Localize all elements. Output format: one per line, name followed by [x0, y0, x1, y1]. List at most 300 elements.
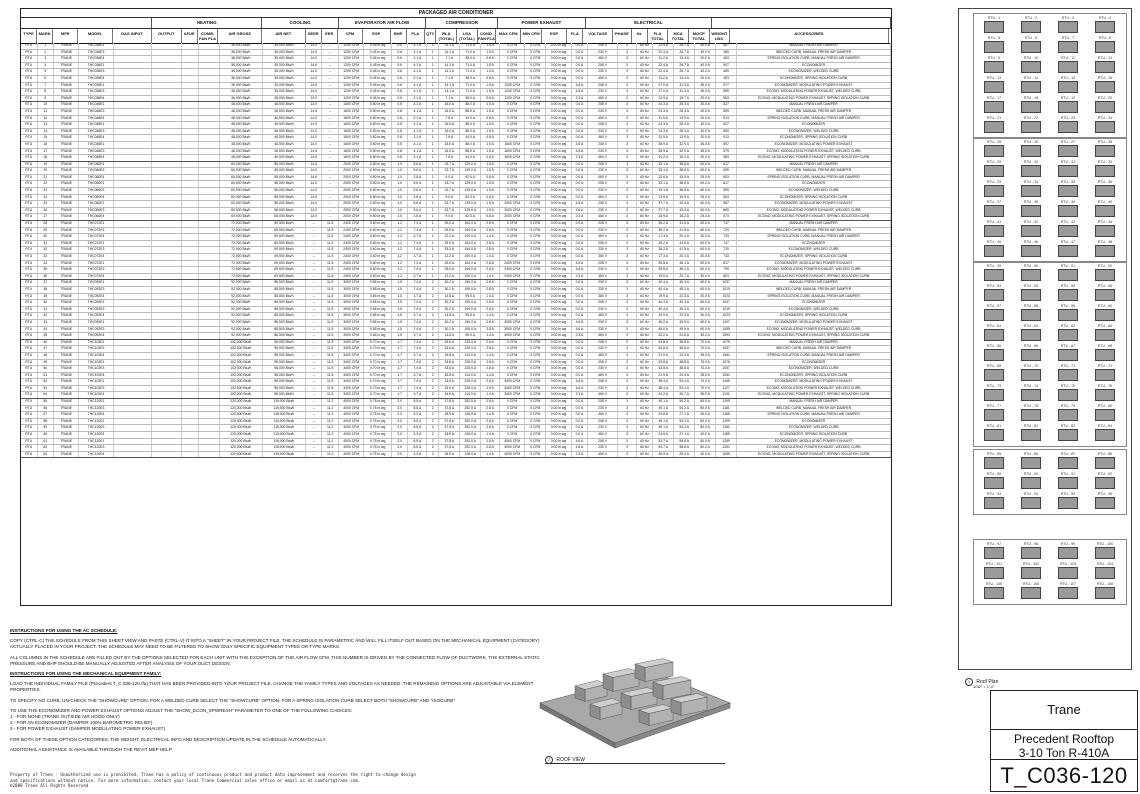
rtu-unit[interactable] — [1015, 542, 1047, 560]
rtu-unit[interactable] — [978, 180, 1010, 198]
rtu-unit[interactable] — [1052, 582, 1084, 600]
table-cell — [182, 234, 199, 240]
rtu-unit[interactable] — [1089, 452, 1121, 470]
table-cell: ECONOMIZER, WELDED CURB — [737, 307, 891, 313]
schedule-column-header: SEER — [306, 29, 322, 43]
table-cell — [114, 135, 153, 141]
table-cell: 3 — [618, 241, 637, 247]
table-cell: 48,000 Btu/h — [220, 149, 263, 155]
table-cell: 1200 CFM — [339, 56, 364, 62]
table-cell: -- — [306, 392, 323, 398]
rtu-label: RTU - 30 — [1023, 160, 1039, 164]
table-cell: 69,500 Btu/h — [263, 234, 306, 240]
table-cell: 58,000 Btu/h — [263, 195, 306, 201]
table-cell: 60 Hz — [637, 221, 654, 227]
rtu-unit[interactable] — [1015, 220, 1047, 238]
rtu-symbol — [1095, 329, 1115, 341]
rtu-unit[interactable] — [978, 36, 1010, 54]
table-cell: 230 V — [588, 228, 618, 234]
table-cell: 41.5 A — [674, 221, 695, 227]
rtu-unit[interactable] — [978, 562, 1010, 580]
table-cell: 0 CFM — [525, 63, 546, 69]
rtu-label: RTU - 107 — [1059, 582, 1077, 586]
table-cell: TRANE — [54, 320, 79, 326]
table-cell: 0 CFM — [525, 300, 546, 306]
table-cell: 0.0 A — [572, 116, 589, 122]
rtu-label: RTU - 55 — [1060, 284, 1076, 288]
rtu-symbol — [1058, 269, 1078, 281]
table-cell: -- — [322, 63, 339, 69]
table-cell: RTU — [21, 129, 38, 135]
rtu-symbol — [1058, 567, 1078, 579]
rtu-unit[interactable] — [1089, 96, 1121, 114]
table-cell — [182, 353, 199, 359]
rtu-unit[interactable] — [1089, 76, 1121, 94]
table-cell — [199, 327, 220, 333]
table-cell: 3000 CFM — [339, 287, 364, 293]
rtu-unit[interactable] — [1015, 240, 1047, 258]
table-cell: -- — [306, 313, 323, 319]
table-cell: TRANE — [54, 129, 79, 135]
table-cell — [182, 261, 199, 267]
rtu-unit[interactable] — [978, 140, 1010, 158]
table-cell: 60 Hz — [637, 50, 654, 56]
table-cell: ECONOMIZER — [737, 63, 891, 69]
table-cell: 37.7 A — [653, 201, 674, 207]
table-cell: 88.0 A — [460, 109, 481, 115]
table-cell: 0.75 in wg — [364, 399, 392, 405]
rtu-unit[interactable] — [1089, 324, 1121, 342]
table-cell: 18.2 A — [674, 214, 695, 220]
table-cell — [182, 168, 199, 174]
table-cell: 1.7 — [392, 346, 409, 352]
table-cell: 11.5 — [322, 254, 339, 260]
table-cell: 2000 CFM — [500, 214, 525, 220]
table-cell: 14.0 — [306, 76, 323, 82]
table-cell: 3 — [618, 307, 637, 313]
table-cell: 1255 — [716, 452, 737, 458]
rtu-unit[interactable] — [978, 452, 1010, 470]
rtu-unit[interactable] — [1089, 284, 1121, 302]
rtu-unit[interactable] — [1089, 542, 1121, 560]
table-cell: 0 CFM — [500, 346, 525, 352]
table-cell: 4.6 A — [572, 320, 589, 326]
rtu-unit[interactable] — [978, 160, 1010, 178]
rtu-unit[interactable] — [978, 364, 1010, 382]
table-cell: 1200 CFM — [339, 69, 364, 75]
rtu-unit[interactable] — [1015, 344, 1047, 362]
rtu-unit[interactable] — [978, 492, 1010, 510]
rtu-unit[interactable] — [1089, 264, 1121, 282]
rtu-unit[interactable] — [1089, 220, 1121, 238]
rtu-unit[interactable] — [1015, 304, 1047, 322]
table-cell: ECONOMIZER — [737, 419, 891, 425]
table-cell: THC092E3 — [79, 327, 113, 333]
table-cell: TRANE — [54, 56, 79, 62]
table-cell: 3 — [618, 340, 637, 346]
rtu-unit[interactable] — [978, 200, 1010, 218]
rtu-unit[interactable] — [1015, 56, 1047, 74]
table-cell: 24.6 A — [674, 333, 695, 339]
rtu-unit[interactable] — [1015, 264, 1047, 282]
table-cell: 2 — [427, 366, 439, 372]
rtu-symbol — [1095, 567, 1115, 579]
table-cell: 0.00 in wg — [546, 386, 571, 392]
rtu-unit[interactable] — [1089, 492, 1121, 510]
table-cell: TRANE — [54, 432, 79, 438]
rtu-unit[interactable] — [1015, 324, 1047, 342]
table-cell: 0 CFM — [525, 247, 546, 253]
table-cell: TRANE — [54, 201, 79, 207]
table-cell: 7.1 A — [439, 96, 460, 102]
table-cell: 7.4 A — [408, 379, 427, 385]
table-cell — [114, 353, 153, 359]
table-cell: 7.4 A — [408, 221, 427, 227]
table-cell: 2 — [427, 294, 439, 300]
table-cell: 60,000 Btu/h — [220, 214, 263, 220]
rtu-label: RTU - 39 — [1060, 200, 1076, 204]
rtu-unit[interactable] — [1089, 582, 1121, 600]
table-cell: ECONO, MODULATING POWER EXHAUST, SPRING ISOLATION CURB — [737, 452, 891, 458]
rtu-unit[interactable] — [978, 384, 1010, 402]
rtu-unit[interactable] — [978, 582, 1010, 600]
table-cell: 80.0 A — [695, 419, 716, 425]
rtu-unit[interactable] — [978, 404, 1010, 422]
rtu-symbol — [1021, 205, 1041, 217]
rtu-unit[interactable] — [978, 284, 1010, 302]
table-cell: 49.9 A — [674, 327, 695, 333]
rtu-label: RTU - 77 — [986, 404, 1002, 408]
table-cell: 4.6 A — [572, 327, 589, 333]
table-cell: 4000 CFM — [339, 452, 364, 458]
table-cell: 252.0 A — [460, 445, 481, 451]
table-cell: 33.1 A — [653, 162, 674, 168]
table-cell: 3 — [38, 56, 55, 62]
rtu-unit[interactable] — [978, 304, 1010, 322]
table-cell: THC036E3 — [79, 89, 113, 95]
table-cell: 60.0 A — [695, 307, 716, 313]
rtu-unit[interactable] — [1015, 472, 1047, 490]
table-cell: 0.70 in wg — [364, 386, 392, 392]
rtu-unit[interactable] — [1089, 180, 1121, 198]
rtu-unit[interactable] — [1052, 364, 1084, 382]
table-cell: 3 — [618, 280, 637, 286]
table-cell: TRANE — [54, 43, 79, 49]
table-cell: 164.0 A — [460, 228, 481, 234]
table-cell: 1.5 A — [481, 149, 500, 155]
table-cell: 0.6 — [392, 63, 409, 69]
table-cell: RTU — [21, 287, 38, 293]
table-cell: 69,500 Btu/h — [263, 261, 306, 267]
table-cell — [182, 201, 199, 207]
rtu-unit[interactable] — [1015, 96, 1047, 114]
table-cell: 460 V — [588, 175, 618, 181]
rtu-unit[interactable] — [1015, 562, 1047, 580]
table-cell: 190.0 A — [460, 320, 481, 326]
table-cell: 3400 CFM — [339, 360, 364, 366]
rtu-unit[interactable] — [1089, 404, 1121, 422]
table-cell: RTU — [21, 406, 38, 412]
table-cell: 0 CFM — [525, 366, 546, 372]
rtu-unit[interactable] — [1052, 240, 1084, 258]
rtu-unit[interactable] — [1089, 562, 1121, 580]
rtu-unit[interactable] — [1052, 16, 1084, 34]
rtu-unit[interactable] — [1052, 562, 1084, 580]
table-cell: TRANE — [54, 83, 79, 89]
rtu-unit[interactable] — [978, 220, 1010, 238]
table-cell — [152, 162, 182, 168]
table-cell: 20.4 A — [674, 254, 695, 260]
rtu-unit[interactable] — [1089, 240, 1121, 258]
rtu-unit[interactable] — [1052, 492, 1084, 510]
table-cell: RTU — [21, 208, 38, 214]
rtu-unit[interactable] — [1052, 220, 1084, 238]
table-cell: ECONO, MODULATING POWER EXHAUST, SPRING ISOLATION CURB — [737, 96, 891, 102]
rtu-symbol — [1058, 477, 1078, 489]
rtu-unit[interactable] — [1052, 264, 1084, 282]
table-cell: 2000 CFM — [339, 201, 364, 207]
rtu-label: RTU - 76 — [1097, 384, 1113, 388]
table-cell: THC092E1 — [79, 320, 113, 326]
table-cell: THC072E3 — [79, 267, 113, 273]
table-cell: SPRING ISOLATION CURB, MANUAL FRESH AIR DAMPER — [737, 234, 891, 240]
table-cell — [182, 419, 199, 425]
rtu-unit[interactable] — [1015, 492, 1047, 510]
rtu-label: RTU - 58 — [1023, 304, 1039, 308]
rtu-label: RTU - 60 — [1097, 304, 1113, 308]
table-cell: 1 — [427, 56, 439, 62]
table-cell: 27.1 A — [674, 432, 695, 438]
rtu-unit[interactable] — [1089, 344, 1121, 362]
rtu-unit[interactable] — [1052, 116, 1084, 134]
schedule-column-header: MAX CFM — [496, 29, 521, 43]
table-cell: 2 — [427, 353, 439, 359]
table-cell: 252.0 A — [460, 439, 481, 445]
table-cell: 129.0 A — [460, 201, 481, 207]
table-cell: 1200 CFM — [339, 76, 364, 82]
table-cell: 4000 CFM — [339, 419, 364, 425]
table-cell: 0.50 in wg — [364, 135, 392, 141]
rtu-unit[interactable] — [1015, 160, 1047, 178]
rtu-unit[interactable] — [1089, 16, 1121, 34]
rtu-unit[interactable] — [1052, 542, 1084, 560]
rtu-unit[interactable] — [978, 116, 1010, 134]
rtu-unit[interactable] — [978, 472, 1010, 490]
table-cell — [199, 406, 220, 412]
table-cell: 1 — [427, 195, 439, 201]
rtu-unit[interactable] — [1015, 384, 1047, 402]
table-cell: 1.4 A — [481, 353, 500, 359]
table-cell: 1061 — [716, 353, 737, 359]
table-cell: ECONOMIZER, WELDED CURB — [737, 69, 891, 75]
rtu-unit[interactable] — [1015, 116, 1047, 134]
rtu-unit[interactable] — [1015, 452, 1047, 470]
table-cell: -- — [322, 188, 339, 194]
rtu-unit[interactable] — [1052, 160, 1084, 178]
table-cell: 45.0 A — [695, 83, 716, 89]
table-cell: 115,000 Btu/h — [263, 399, 306, 405]
rtu-unit[interactable] — [1052, 36, 1084, 54]
table-cell: 11.5 — [322, 300, 339, 306]
rtu-unit[interactable] — [1089, 200, 1121, 218]
rtu-unit[interactable] — [1089, 160, 1121, 178]
rtu-unit[interactable] — [1015, 36, 1047, 54]
table-cell: 45.3 A — [674, 287, 695, 293]
table-cell: THC048E1 — [79, 122, 113, 128]
rtu-unit[interactable] — [1052, 200, 1084, 218]
rtu-unit[interactable] — [1052, 304, 1084, 322]
rtu-label: RTU - 100 — [1096, 542, 1114, 546]
rtu-unit[interactable] — [1015, 180, 1047, 198]
rtu-unit[interactable] — [1089, 116, 1121, 134]
table-cell: 0 CFM — [500, 122, 525, 128]
schedule-group-headers — [21, 18, 891, 29]
rtu-unit[interactable] — [978, 240, 1010, 258]
table-cell: 43.8 A — [653, 366, 674, 372]
table-cell: 2.8 A — [481, 366, 500, 372]
table-cell: 60 Hz — [637, 168, 654, 174]
table-cell: 49.1 A — [653, 399, 674, 405]
rtu-unit[interactable] — [978, 56, 1010, 74]
table-cell: ECONO, MODULATING POWER EXHAUST, SPRING ISOLATION CURB — [737, 333, 891, 339]
rtu-unit[interactable] — [1015, 76, 1047, 94]
table-cell: 3 — [618, 419, 637, 425]
rtu-unit[interactable] — [1052, 384, 1084, 402]
table-cell: TRANE — [54, 439, 79, 445]
rtu-unit[interactable] — [1052, 180, 1084, 198]
rtu-unit[interactable] — [1052, 404, 1084, 422]
table-cell: 0.70 in wg — [364, 353, 392, 359]
rtu-unit[interactable] — [1089, 384, 1121, 402]
table-cell: 92,000 Btu/h — [220, 333, 263, 339]
table-cell: 13.4 A — [674, 76, 695, 82]
table-cell — [199, 261, 220, 267]
rtu-label: RTU - 72 — [1097, 364, 1113, 368]
rtu-unit[interactable] — [1015, 284, 1047, 302]
rtu-unit[interactable] — [1089, 36, 1121, 54]
rtu-unit[interactable] — [1089, 304, 1121, 322]
rtu-label: RTU - 3 — [1061, 16, 1075, 20]
rtu-unit[interactable] — [978, 324, 1010, 342]
rtu-unit[interactable] — [978, 424, 1010, 442]
rtu-unit[interactable] — [1052, 424, 1084, 442]
rtu-unit[interactable] — [1089, 140, 1121, 158]
table-cell: 460 V — [588, 195, 618, 201]
table-cell: 7.8 A — [439, 155, 460, 161]
table-cell: 35,000 Btu/h — [263, 89, 306, 95]
table-cell: 2 — [38, 50, 55, 56]
rtu-unit[interactable] — [1089, 56, 1121, 74]
table-cell: 1 — [427, 228, 439, 234]
table-cell: 25.0 A — [439, 228, 460, 234]
table-cell: 1.5 A — [481, 142, 500, 148]
schedule-column-header: FLA — [567, 29, 583, 43]
rtu-unit[interactable] — [1089, 364, 1121, 382]
table-cell: RTU — [21, 89, 38, 95]
table-cell: 493 — [716, 76, 737, 82]
rtu-label: RTU - 26 — [1023, 140, 1039, 144]
rtu-unit[interactable] — [1052, 76, 1084, 94]
rtu-unit[interactable] — [978, 76, 1010, 94]
rtu-unit[interactable] — [1052, 324, 1084, 342]
rtu-unit[interactable] — [1052, 344, 1084, 362]
rtu-label: RTU - 36 — [1097, 180, 1113, 184]
table-cell: 0 CFM — [525, 452, 546, 458]
rtu-unit[interactable] — [1052, 56, 1084, 74]
table-cell: 0.8 — [392, 155, 409, 161]
table-cell — [199, 69, 220, 75]
table-cell: 60,000 Btu/h — [220, 168, 263, 174]
rtu-unit[interactable] — [978, 344, 1010, 362]
table-cell: 0.50 in wg — [364, 181, 392, 187]
rtu-unit[interactable] — [1052, 96, 1084, 114]
table-cell: ECONO, MODULATING POWER EXHAUST, WELDED CURB — [737, 386, 891, 392]
rtu-unit[interactable] — [1052, 472, 1084, 490]
table-row — [21, 247, 891, 254]
title-block-sheet-number: T_C036-120 — [1000, 763, 1128, 788]
table-cell: 0 CFM — [525, 116, 546, 122]
rtu-unit[interactable] — [978, 16, 1010, 34]
table-cell: RTU — [21, 254, 38, 260]
rtu-label: RTU - 2 — [1024, 16, 1038, 20]
rtu-unit[interactable] — [1015, 140, 1047, 158]
table-cell: TRANE — [54, 425, 79, 431]
table-cell: 208 V — [588, 142, 618, 148]
rtu-unit[interactable] — [1015, 200, 1047, 218]
table-cell: 100.0 A — [460, 234, 481, 240]
table-cell: 0.8 A — [481, 116, 500, 122]
rtu-unit[interactable] — [978, 264, 1010, 282]
table-cell: 38.8 A — [674, 162, 695, 168]
rtu-unit[interactable] — [978, 542, 1010, 560]
rtu-unit[interactable] — [1052, 452, 1084, 470]
table-cell: 72,000 Btu/h — [220, 241, 263, 247]
table-row — [21, 274, 891, 281]
rtu-unit[interactable] — [1052, 284, 1084, 302]
table-cell: 60,000 Btu/h — [220, 195, 263, 201]
table-cell — [114, 340, 153, 346]
rtu-unit[interactable] — [1015, 364, 1047, 382]
rtu-unit[interactable] — [1015, 424, 1047, 442]
table-cell: 1 — [427, 221, 439, 227]
rtu-unit[interactable] — [1052, 140, 1084, 158]
table-cell: 669 — [716, 208, 737, 214]
rtu-label: RTU - 89 — [986, 472, 1002, 476]
table-cell: 4.1 A — [408, 142, 427, 148]
table-cell: 1.5 — [392, 327, 409, 333]
rtu-unit[interactable] — [1015, 404, 1047, 422]
rtu-unit[interactable] — [1015, 582, 1047, 600]
table-cell: 14 — [38, 129, 55, 135]
table-cell — [182, 135, 199, 141]
table-cell: 0 CFM — [500, 129, 525, 135]
table-cell: THC102E4 — [79, 373, 113, 379]
table-cell: 38.0 A — [460, 56, 481, 62]
rtu-unit[interactable] — [1015, 16, 1047, 34]
table-cell: ECONOMIZER, WELDED CURB — [737, 188, 891, 194]
table-cell: 1 — [427, 234, 439, 240]
table-cell: TRANE — [54, 280, 79, 286]
table-cell — [182, 399, 199, 405]
table-cell: 1200 CFM — [500, 83, 525, 89]
table-cell: RTU — [21, 392, 38, 398]
rtu-unit[interactable] — [978, 96, 1010, 114]
table-cell: 53.4 A — [674, 379, 695, 385]
rtu-unit[interactable] — [1089, 472, 1121, 490]
rtu-unit[interactable] — [1089, 424, 1121, 442]
table-cell: 0.8 A — [481, 195, 500, 201]
table-cell: THC092E4 — [79, 333, 113, 339]
